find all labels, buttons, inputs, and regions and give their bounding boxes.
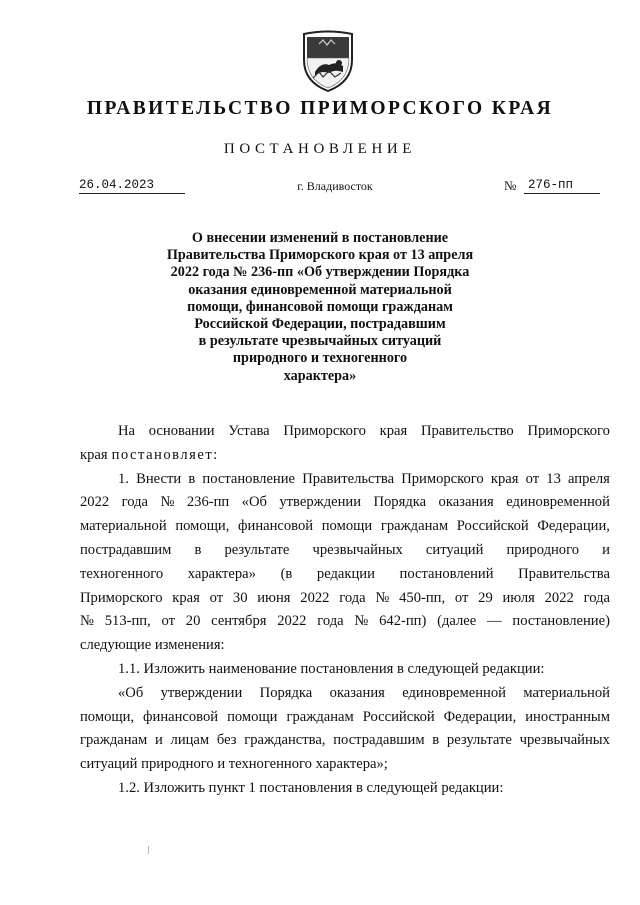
word: лицам <box>170 732 210 749</box>
quote-line <box>80 729 610 753</box>
word: года <box>121 494 149 511</box>
subject-line: в результате чрезвычайных ситуаций <box>198 333 442 350</box>
word: «Об <box>241 494 267 511</box>
word: (далее <box>437 613 477 630</box>
word: чрезвычайных <box>312 541 403 558</box>
paragraph-line <box>80 587 610 611</box>
word: Правительства <box>518 565 610 582</box>
word: Российской <box>362 708 435 725</box>
word: в <box>432 732 440 749</box>
word: единовременной <box>402 684 506 701</box>
word: утверждении <box>279 494 362 511</box>
word: № <box>80 613 94 630</box>
subitem-line: 1.2. Изложить пункт 1 постановления в следующей редакции: <box>118 779 504 796</box>
word: (в <box>280 565 293 582</box>
word: от <box>161 613 176 630</box>
word: от <box>454 589 469 606</box>
body-line <box>80 420 610 444</box>
word: ситуаций <box>425 541 484 558</box>
paragraph-line <box>80 491 610 515</box>
word: 2022 <box>300 589 330 606</box>
word: пострадавшим <box>333 732 425 749</box>
word: июля <box>502 589 535 606</box>
word: Порядка <box>373 494 427 511</box>
subject-line: О внесении изменений в постановление <box>191 230 449 246</box>
word: сентября <box>211 613 267 630</box>
word: основании <box>148 423 215 439</box>
word: Приморского <box>401 470 484 487</box>
word: 13 <box>546 470 561 487</box>
word: утверждении <box>160 684 243 701</box>
body-word: края <box>80 446 108 463</box>
paragraph-line <box>80 468 610 492</box>
quote-line <box>80 706 610 730</box>
document-body <box>80 420 610 801</box>
word: гражданам <box>286 708 354 725</box>
subject-line: Российской Федерации, пострадавшим <box>194 316 446 333</box>
word: единовременной <box>506 494 610 511</box>
word: материальной <box>523 684 610 701</box>
word: техногенного <box>80 565 164 582</box>
word: 513-пп, <box>104 613 151 630</box>
word: в <box>188 470 196 487</box>
document-subject <box>150 230 490 385</box>
word: помощи, <box>80 708 135 725</box>
word: 1. <box>118 470 129 487</box>
word: Порядка <box>259 684 313 701</box>
word: Приморского <box>80 589 163 606</box>
word: постановление) <box>512 613 610 630</box>
document-date: 26.04.2023 <box>79 178 185 194</box>
word: края <box>172 589 200 606</box>
paragraph-line <box>80 515 610 539</box>
word: апреля <box>568 470 610 487</box>
word: На <box>118 423 136 439</box>
word: помощи, <box>175 518 230 535</box>
word: и <box>602 541 610 558</box>
word: Федерации, <box>537 518 610 535</box>
word: иностранным <box>525 708 610 725</box>
word: Правительство <box>420 423 514 439</box>
subject-line: помощи, финансовой помощи гражданам <box>187 298 453 315</box>
word: года <box>317 613 344 630</box>
word: Приморского <box>283 423 366 439</box>
word: помощи <box>227 708 278 725</box>
word: года <box>583 589 610 606</box>
word: Федерации, <box>443 708 517 725</box>
word: № <box>160 494 175 511</box>
paragraph-line <box>80 610 610 634</box>
paragraph-line <box>80 563 610 587</box>
resolves-word: постановляет: <box>111 446 219 463</box>
word: оказания <box>438 494 494 511</box>
word: результате <box>446 732 512 749</box>
word: Устава <box>228 423 270 439</box>
word: Приморского <box>527 423 610 439</box>
word: постановление <box>202 470 296 487</box>
subject-line: Правительства Приморского края от 13 апреля <box>166 247 474 264</box>
document-city: г. Владивосток <box>297 179 373 193</box>
subject-line: природного и техногенного <box>232 350 408 367</box>
word: года <box>339 589 366 606</box>
paragraph-line: следующие изменения: <box>80 637 225 654</box>
organization-title: ПРАВИТЕЛЬСТВО ПРИМОРСКОГО КРАЯ <box>86 98 554 119</box>
quote-line: ситуаций природного и техногенного характера»; <box>80 756 388 773</box>
word: края <box>490 470 519 487</box>
scan-mark <box>148 846 149 854</box>
word: 2022 <box>544 589 574 606</box>
document-meta <box>0 178 640 200</box>
subject-line: 2022 года № 236-пп «Об утверждении Порядка <box>170 264 470 281</box>
word: помощи <box>321 518 373 535</box>
word: гражданам <box>80 732 148 749</box>
quote-line <box>80 682 610 706</box>
word: июня <box>257 589 291 606</box>
word: «Об <box>118 684 144 701</box>
word: Правительства <box>302 470 395 487</box>
word: финансовой <box>143 708 219 725</box>
word: материальной <box>80 518 167 535</box>
word: 20 <box>185 613 201 630</box>
word: 236-пп <box>186 494 230 511</box>
body-line <box>80 444 610 468</box>
word: от <box>209 589 224 606</box>
word: природного <box>506 541 580 558</box>
word: оказания <box>329 684 385 701</box>
word: в <box>194 541 202 558</box>
word: № <box>375 589 390 606</box>
word: и <box>155 732 163 749</box>
word: гражданства, <box>244 732 326 749</box>
number-sign: № <box>504 178 517 193</box>
subitem-line: 1.1. Изложить наименование постановления в следующей редакции: <box>118 660 545 677</box>
paragraph-line <box>80 539 610 563</box>
word: № <box>354 613 369 630</box>
word: Российской <box>456 518 529 535</box>
word: 30 <box>232 589 248 606</box>
word: финансовой <box>238 518 314 535</box>
subject-line: оказания единовременной материальной <box>188 281 452 298</box>
word: характера» <box>187 565 256 582</box>
word: пострадавшим <box>80 541 172 558</box>
word: чрезвычайных <box>519 732 610 749</box>
word: 2022 <box>80 494 110 511</box>
word: от <box>525 470 540 487</box>
word: без <box>216 732 237 749</box>
word: редакции <box>316 565 375 582</box>
word: 29 <box>478 589 493 606</box>
document-number: 276-пп <box>524 178 600 194</box>
word: 642-пп) <box>379 613 427 630</box>
word: — <box>487 613 502 630</box>
word: 2022 <box>277 613 307 630</box>
word: постановлений <box>399 565 494 582</box>
word: 450-пп, <box>399 589 446 606</box>
document-type: ПОСТАНОВЛЕНИЕ <box>223 141 417 157</box>
word: края <box>379 423 408 439</box>
word: гражданам <box>380 518 449 535</box>
subject-line: характера» <box>283 367 357 384</box>
word: Внести <box>136 470 182 487</box>
word: результате <box>224 541 290 558</box>
coat-of-arms-icon <box>299 28 357 94</box>
